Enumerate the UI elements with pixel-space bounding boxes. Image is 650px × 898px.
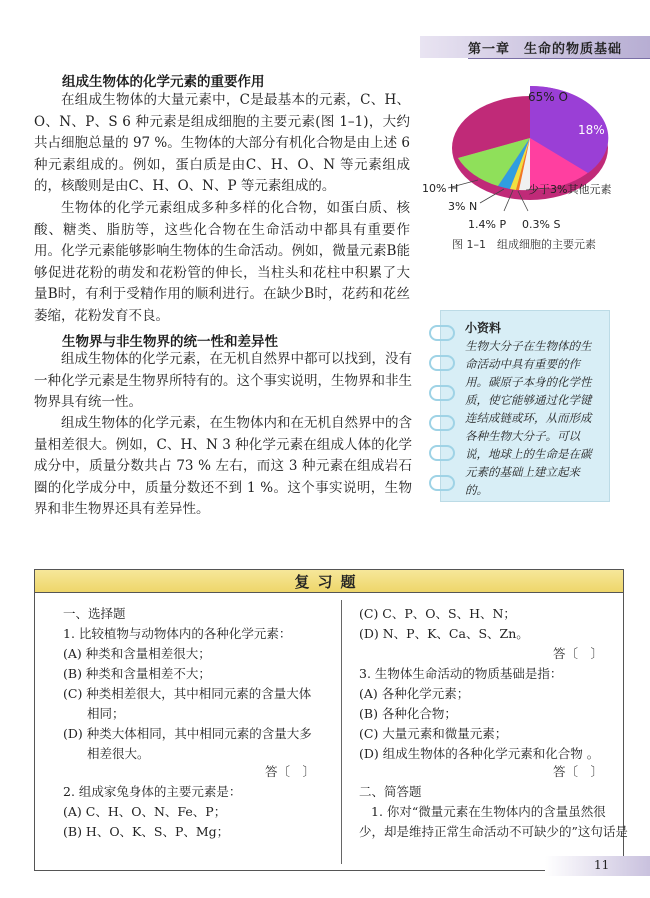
column-divider xyxy=(341,600,342,864)
question-2-option-a: (A) C、H、O、N、Fe、P； xyxy=(63,804,227,819)
binder-ring-icon xyxy=(429,385,455,401)
page-number: 11 xyxy=(594,858,610,872)
binder-ring-icon xyxy=(429,355,455,371)
binder-ring-icon xyxy=(429,475,455,491)
figure-caption: 图 1–1 组成细胞的主要元素 xyxy=(452,238,596,251)
answer-bracket-3[interactable]: 答〔 〕 xyxy=(553,764,604,779)
paragraph-difference: 组成生物体的化学元素，在生物体内和在无机自然界中的含量相差很大。例如，C、H、N 3 种化学元素在组成人体的化学成分中，质量分数共占 73 % 左右，而这 3 种元素在组成岩石圈的化学成分中，质量分数还不到 1 %。这个事实说明，生物界和非生物界还具有差异性。 xyxy=(34,415,412,517)
review-header xyxy=(35,570,623,593)
question-3-option-b: (B) 各种化合物； xyxy=(359,706,457,721)
question-1: 1. 比较植物与动物体内的各种化学元素： xyxy=(63,626,292,641)
question-1-option-d-cont: 相差很大。 xyxy=(87,746,150,761)
element-pie-figure xyxy=(418,68,633,248)
question-3-option-a: (A) 各种化学元素； xyxy=(359,686,470,701)
label-c: 18% C xyxy=(578,123,617,137)
label-p: 1.4% P xyxy=(468,218,507,231)
question-1-option-c: (C) 种类相差很大，其中相同元素的含量大体 xyxy=(63,686,312,701)
section-title-unity-difference: 生物界与非生物界的统一性和差异性 xyxy=(62,334,278,350)
header-rule xyxy=(468,58,650,59)
answer-bracket-1[interactable]: 答〔 〕 xyxy=(265,764,316,779)
question-2-option-c: (C) C、P、O、S、H、N； xyxy=(359,606,516,621)
binder-ring-icon xyxy=(429,325,455,341)
question-3-option-c: (C) 大量元素和微量元素； xyxy=(359,726,508,741)
question-1-option-a: (A) 种类和含量相差很大； xyxy=(63,646,211,661)
paragraph-unity: 组成生物体的化学元素，在无机自然界中都可以找到，没有一种化学元素是生物界所特有的。这个事实说明，生物界和非生物界具有统一性。 xyxy=(34,351,412,410)
question-1-option-c-cont: 相同； xyxy=(87,706,125,721)
label-s: 0.3% S xyxy=(522,218,561,231)
answer-bracket-2[interactable]: 答〔 〕 xyxy=(553,646,604,661)
label-o: 65% O xyxy=(528,90,568,104)
label-h: 10% H xyxy=(422,182,459,195)
label-other: 少于3%其他元素 xyxy=(528,183,612,196)
question-3: 3. 生物体生命活动的物质基础是指： xyxy=(359,666,563,681)
review-title: 复习题 xyxy=(294,573,364,591)
section-choice-heading: 一、选择题 xyxy=(63,606,126,621)
section-short-answer-heading: 二、简答题 xyxy=(359,784,422,799)
info-sidebar xyxy=(440,310,610,502)
paragraph-compounds: 生物体的化学元素组成多种多样的化合物，如蛋白质、核酸、糖类、脂肪等，这些化合物在生命活动中都具有重要作用。 xyxy=(34,200,410,259)
paragraph-major-elements: 在组成生物体的大量元素中，C是最基本的元素，C、H、O、N、P、S 6 种元素是组成细胞的主要元素(图 1–1)，大约共占细胞总量的 97 %。生物体的大部分有机化合物是由上述 6 种元素组成的。例如，蛋白质是由C、H、O、N 等元素组成的，核酸则是由C、H、O、N、P 等元素组成的。 xyxy=(34,92,410,194)
question-2-option-b: (B) H、O、K、S、P、Mg； xyxy=(63,824,230,839)
question-1-option-b: (B) 种类和含量相差不大； xyxy=(63,666,211,681)
question-1-option-d: (D) 种类大体相同，其中相同元素的含量大多 xyxy=(63,726,312,741)
label-n: 3% N xyxy=(448,200,478,213)
review-exercises-box xyxy=(34,569,628,871)
question-4-line-2: 少，却是维持正常生命活动不可缺少的”这句话是 xyxy=(359,824,628,839)
binder-ring-icon xyxy=(429,445,455,461)
chapter-title: 第一章 生命的物质基础 xyxy=(467,42,622,57)
sidebar-title: 小资料 xyxy=(465,321,502,335)
element-pie-chart xyxy=(418,68,633,238)
paragraph-boron: 化学元素能够影响生物体的生命活动。例如，微量元素B能够促进花粉的萌发和花粉管的伸长，当柱头和花柱中积累了大量B时，有利于受精作用的顺利进行。在缺少B时，花药和花丝萎缩，花粉发育不良。 xyxy=(34,243,410,324)
question-2-option-d: (D) N、P、K、Ca、S、Zn。 xyxy=(359,626,529,641)
section-title-important-role: 组成生物体的化学元素的重要作用 xyxy=(62,74,265,90)
question-4-line-1: 1. 你对“微量元素在生物体内的含量虽然很 xyxy=(371,804,606,819)
binder-ring-icon xyxy=(429,415,455,431)
page-header xyxy=(0,0,650,57)
question-2: 2. 组成家兔身体的主要元素是： xyxy=(63,784,242,799)
sidebar-text: 生物大分子在生物体的生命活动中具有重要的作用。碳原子本身的化学性质，使它能够通过化学键连结成链或环，从而形成各种生物大分子。可以说，地球上的生命是在碳元素的基础上建立起来的。 xyxy=(465,339,592,497)
question-3-option-d: (D) 组成生物体的各种化学元素和化合物 。 xyxy=(359,746,600,761)
